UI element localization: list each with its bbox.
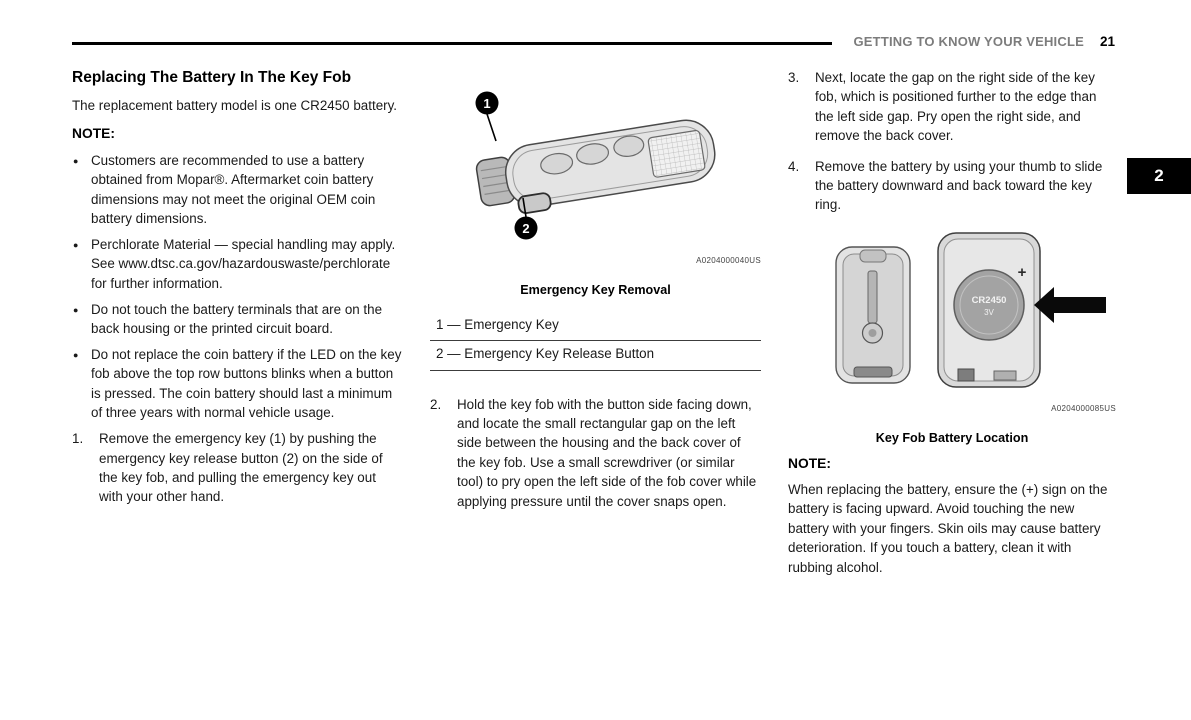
section-title: GETTING TO KNOW YOUR VEHICLE bbox=[853, 34, 1084, 49]
step-number: 3. bbox=[788, 70, 800, 85]
callout-1-number: 1 bbox=[483, 96, 491, 111]
numbered-step bbox=[72, 429, 403, 507]
legend-item: 1 — Emergency Key bbox=[430, 312, 761, 341]
callout-2-number: 2 bbox=[522, 221, 530, 236]
figure-legend bbox=[430, 312, 761, 371]
article-title: Replacing The Battery In The Key Fob bbox=[72, 69, 352, 86]
figure-caption: Key Fob Battery Location bbox=[875, 431, 1029, 446]
column-left bbox=[72, 68, 403, 518]
note-label: NOTE: bbox=[72, 126, 115, 142]
key-fob-emergency-key-figure bbox=[430, 84, 761, 249]
battery-direction-arrow-icon bbox=[1034, 287, 1106, 323]
page-number: 21 bbox=[1099, 34, 1115, 49]
battery-plus-sign: + bbox=[1017, 263, 1027, 281]
battery-label: CR2450 bbox=[971, 294, 1007, 306]
step-text: Remove the battery by using your thumb to slide the battery downward and back toward the key ring. bbox=[815, 158, 1103, 213]
note-label: NOTE: bbox=[788, 455, 831, 471]
step-text: Remove the emergency key (1) by pushing the emergency key release button (2) on the side of the key fob, and pulling the emergency key out with your other hand. bbox=[99, 431, 383, 505]
note-block bbox=[788, 454, 1116, 577]
bullet-item: ● Do not touch the battery terminals that are on the back housing or the printed circuit board. bbox=[72, 300, 403, 339]
battery-voltage: 3V bbox=[984, 307, 994, 317]
header-rule bbox=[72, 42, 832, 45]
note-bullet-list bbox=[72, 151, 403, 423]
key-fob-illustration bbox=[474, 116, 720, 219]
figure-code: A0204000040US bbox=[696, 256, 761, 265]
numbered-step bbox=[430, 395, 761, 511]
figure-caption: Emergency Key Removal bbox=[520, 283, 671, 298]
step-number: 4. bbox=[788, 158, 800, 174]
fob-housing-illustration bbox=[938, 233, 1040, 387]
emergency-key-illustration bbox=[868, 271, 877, 323]
column-right bbox=[788, 68, 1116, 586]
back-cover-illustration bbox=[836, 247, 910, 383]
legend-item: 2 — Emergency Key Release Button bbox=[430, 341, 761, 370]
step-number: 2. bbox=[430, 396, 442, 412]
intro-paragraph: The replacement battery model is one CR2450 battery. bbox=[72, 98, 398, 113]
key-fob-battery-figure bbox=[788, 229, 1116, 397]
bullet-item: ● Do not replace the coin battery if the LED on the key fob above the top row buttons blinks when a button is pressed. The coin battery should last a minimum of three years with normal vehicle usage. bbox=[72, 345, 403, 423]
step-text: Next, locate the gap on the right side of the key fob, which is positioned further to the edge than the left side gap. Pry open the right side, and remove the back cover. bbox=[815, 70, 1097, 144]
callout-1-line bbox=[487, 114, 496, 141]
bullet-item: ● Perchlorate Material — special handling may apply. See www.dtsc.ca.gov/hazardouswaste/perchlorate for further information. bbox=[72, 235, 403, 293]
step-number: 1. bbox=[72, 431, 84, 447]
step-text: Hold the key fob with the button side facing down, and locate the small rectangular gap on the left side between the housing and the back cover of the key fob. Use a small screwdriver (or similar tool) to pry open the left side of the fob cover while applying pressure until the cover snaps open. bbox=[457, 396, 757, 509]
figure-code: A0204000085US bbox=[1051, 403, 1116, 413]
note-paragraph: When replacing the battery, ensure the (+) sign on the battery is facing upward. Avoid touching the new battery with your fingers. Skin oils may cause battery deterioration. If you touch a battery, clean it with rubbing alcohol. bbox=[788, 482, 1108, 575]
column-middle bbox=[430, 84, 761, 522]
bullet-item: ● Customers are recommended to use a battery obtained from Mopar®. Aftermarket coin battery dimensions may not meet the original OEM coin battery dimensions. bbox=[72, 151, 403, 229]
numbered-step bbox=[788, 68, 1116, 146]
numbered-step bbox=[788, 157, 1116, 215]
chapter-tab: 2 bbox=[1127, 158, 1191, 194]
page-header bbox=[835, 34, 1115, 49]
